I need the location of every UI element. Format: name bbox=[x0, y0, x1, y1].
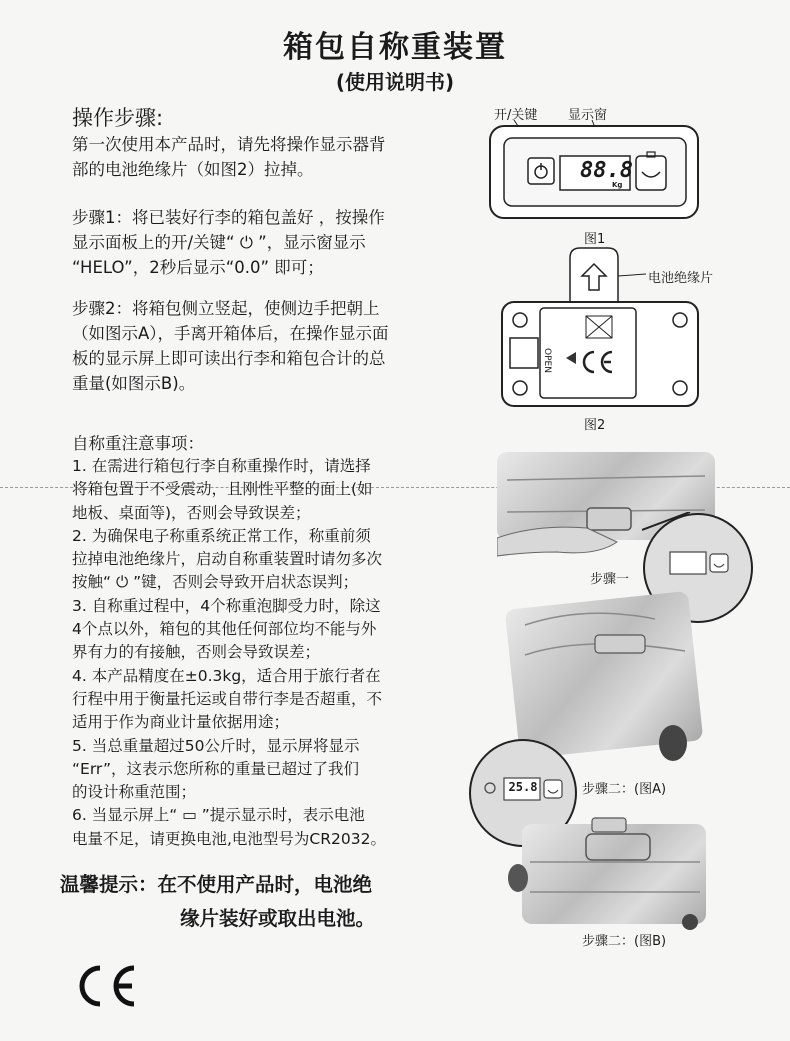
notes-list bbox=[72, 455, 442, 851]
tip-line: 温馨提示：在不使用产品时，电池绝 bbox=[60, 873, 373, 896]
step2-line: （如图示A），手离开箱体后，在操作显示面 bbox=[72, 324, 389, 343]
warm-tip bbox=[60, 868, 375, 936]
figure1-window-label: 显示窗 bbox=[568, 108, 608, 123]
document-subtitle: (使用说明书) bbox=[335, 70, 455, 94]
intro-line: 第一次使用本产品时，请先将操作显示器背 bbox=[72, 135, 386, 154]
note-line: 4. 本产品精度在±0.3kg，适合用于旅行者在 bbox=[72, 666, 381, 685]
note-line: 行程中用于衡量托运或自带行李是否超重，不 bbox=[72, 689, 383, 708]
tip-line: 缘片装好或取出电池。 bbox=[180, 907, 376, 930]
steps-heading: 操作步骤: bbox=[72, 106, 164, 130]
note-line: 6. 当显示屏上“ ▭ ”提示显示时，表示电池 bbox=[72, 806, 365, 825]
figure1-display-value: 88.8 bbox=[580, 158, 633, 183]
photo-stepB-overlay bbox=[500, 812, 712, 934]
step2-paragraph bbox=[72, 296, 442, 396]
note-line: 电量不足，请更换电池,电池型号为CR2032。 bbox=[72, 829, 386, 848]
note-line: 2. 为确保电子称重系统正常工作，称重前须 bbox=[72, 526, 371, 545]
note-line: 的设计称重范围； bbox=[72, 783, 197, 802]
figure2-caption: 图2 bbox=[584, 418, 606, 433]
note-line: 1. 在需进行箱包行李自称重操作时，请选择 bbox=[72, 457, 371, 475]
note-line: 5. 当总重量超过50公斤时，显示屏将显示 bbox=[72, 736, 360, 755]
note-line: 将箱包置于不受震动，且刚性平整的面上(如 bbox=[72, 480, 373, 499]
note-line: 4个点以外，箱包的其他任何部位均不能与外 bbox=[72, 620, 377, 639]
step1-line: 显示面板上的开/关键“ ⏻ ”，显示窗显示 bbox=[72, 233, 366, 252]
figure1-power-label: 开/关键 bbox=[494, 108, 538, 123]
figure2-open-text: OPEN bbox=[542, 348, 552, 373]
photo-stepA-caption: 步骤二：(图A) bbox=[582, 782, 667, 797]
photo-stepB-caption: 步骤二：(图B) bbox=[582, 934, 667, 949]
note-line: 按触“ ⏻ ”键，否则会导致开启状态误判； bbox=[72, 573, 359, 592]
note-line: 地板、桌面等)，否则会导致误差； bbox=[72, 503, 311, 522]
note-line: 界有力的有接触，否则会导致误差； bbox=[72, 643, 321, 662]
notes-heading: 自称重注意事项： bbox=[72, 434, 204, 453]
photo-stepA-display: 25.8 bbox=[508, 780, 538, 794]
photo-step1-caption: 步骤一 bbox=[590, 572, 630, 587]
step1-line: “HELO”，2秒后显示“0.0” 即可； bbox=[72, 258, 324, 277]
intro-line: 部的电池绝缘片（如图2）拉掉。 bbox=[72, 160, 314, 179]
figure1-caption: 图1 bbox=[584, 232, 606, 247]
step1-paragraph bbox=[72, 205, 442, 280]
note-line: 拉掉电池绝缘片，启动自称重装置时请勿多次 bbox=[72, 550, 383, 569]
note-line: 适用于作为商业计量依据用途； bbox=[72, 713, 290, 732]
intro-paragraph bbox=[72, 132, 442, 182]
figure2-tab-label: 电池绝缘片 bbox=[648, 271, 714, 286]
step2-line: 步骤2：将箱包侧立竖起，使侧边手把朝上 bbox=[72, 299, 380, 318]
ce-mark bbox=[70, 962, 140, 1014]
document-title: 箱包自称重装置 bbox=[283, 30, 507, 65]
step2-line: 重量(如图示B)。 bbox=[72, 374, 196, 393]
note-line: “Err”，这表示您所称的重量已超过了我们 bbox=[72, 759, 359, 778]
step1-line: 步骤1：将已装好行李的箱包盖好 ，按操作 bbox=[72, 208, 385, 227]
ce-mark-icon bbox=[70, 962, 140, 1010]
step2-line: 板的显示屏上即可读出行李和箱包合计的总 bbox=[72, 349, 386, 368]
figure1-unit: Kg bbox=[612, 181, 623, 189]
note-line: 3. 自称重过程中，4个称重泡脚受力时，除这 bbox=[72, 596, 381, 615]
